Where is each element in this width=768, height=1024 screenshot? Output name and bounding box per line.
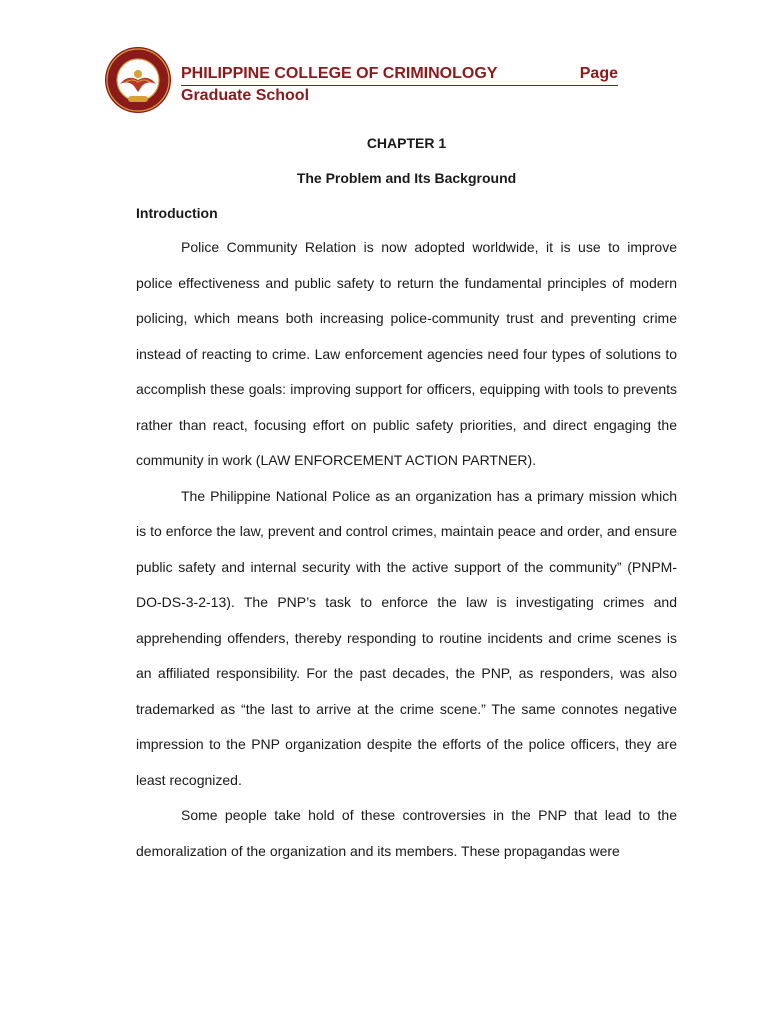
institution-name: PHILIPPINE COLLEGE OF CRIMINOLOGY xyxy=(181,65,498,82)
paragraph: Some people take hold of these controversies in the PNP that lead to the demoralization of the organization and its members. These propagandas were xyxy=(136,807,677,859)
header-title-line xyxy=(181,64,618,86)
page-label: Page xyxy=(579,65,618,82)
chapter-number: CHAPTER 1 xyxy=(366,135,447,151)
section-heading: Introduction xyxy=(136,205,218,221)
paragraph: The Philippine National Police as an organization has a primary mission which is to enforce the law, prevent and control crimes, maintain peace and order, and ensure public safety and internal security with the active support of the community” (PNPM-DO-DS-3-2-13). The PNP’s task to enforce the law is investigating crimes and apprehending offenders, thereby responding to routine incidents and crime scenes is an affiliated responsibility. For the past decades, the PNP, as responders, was also trademarked as “the last to arrive at the crime scene.” The same connotes negative impression to the PNP organization despite the efforts of the police officers, they are least recognized. xyxy=(136,487,677,788)
school-name: Graduate School xyxy=(181,87,310,104)
college-seal-logo xyxy=(104,46,172,114)
paragraph: Police Community Relation is now adopted worldwide, it is use to improve police effectiveness and public safety to return the fundamental principles of modern policing, which means both increasing police-community trust and preventing crime instead of reacting to crime. Law enforcement agencies need four types of solutions to accomplish these goals: improving support for officers, equipping with tools to prevents rather than react, focusing effort on public safety priorities, and direct engaging the community in work (LAW ENFORCEMENT ACTION PARTNER). xyxy=(136,239,677,468)
body-text xyxy=(136,230,677,869)
chapter-title: The Problem and Its Background xyxy=(296,170,517,186)
